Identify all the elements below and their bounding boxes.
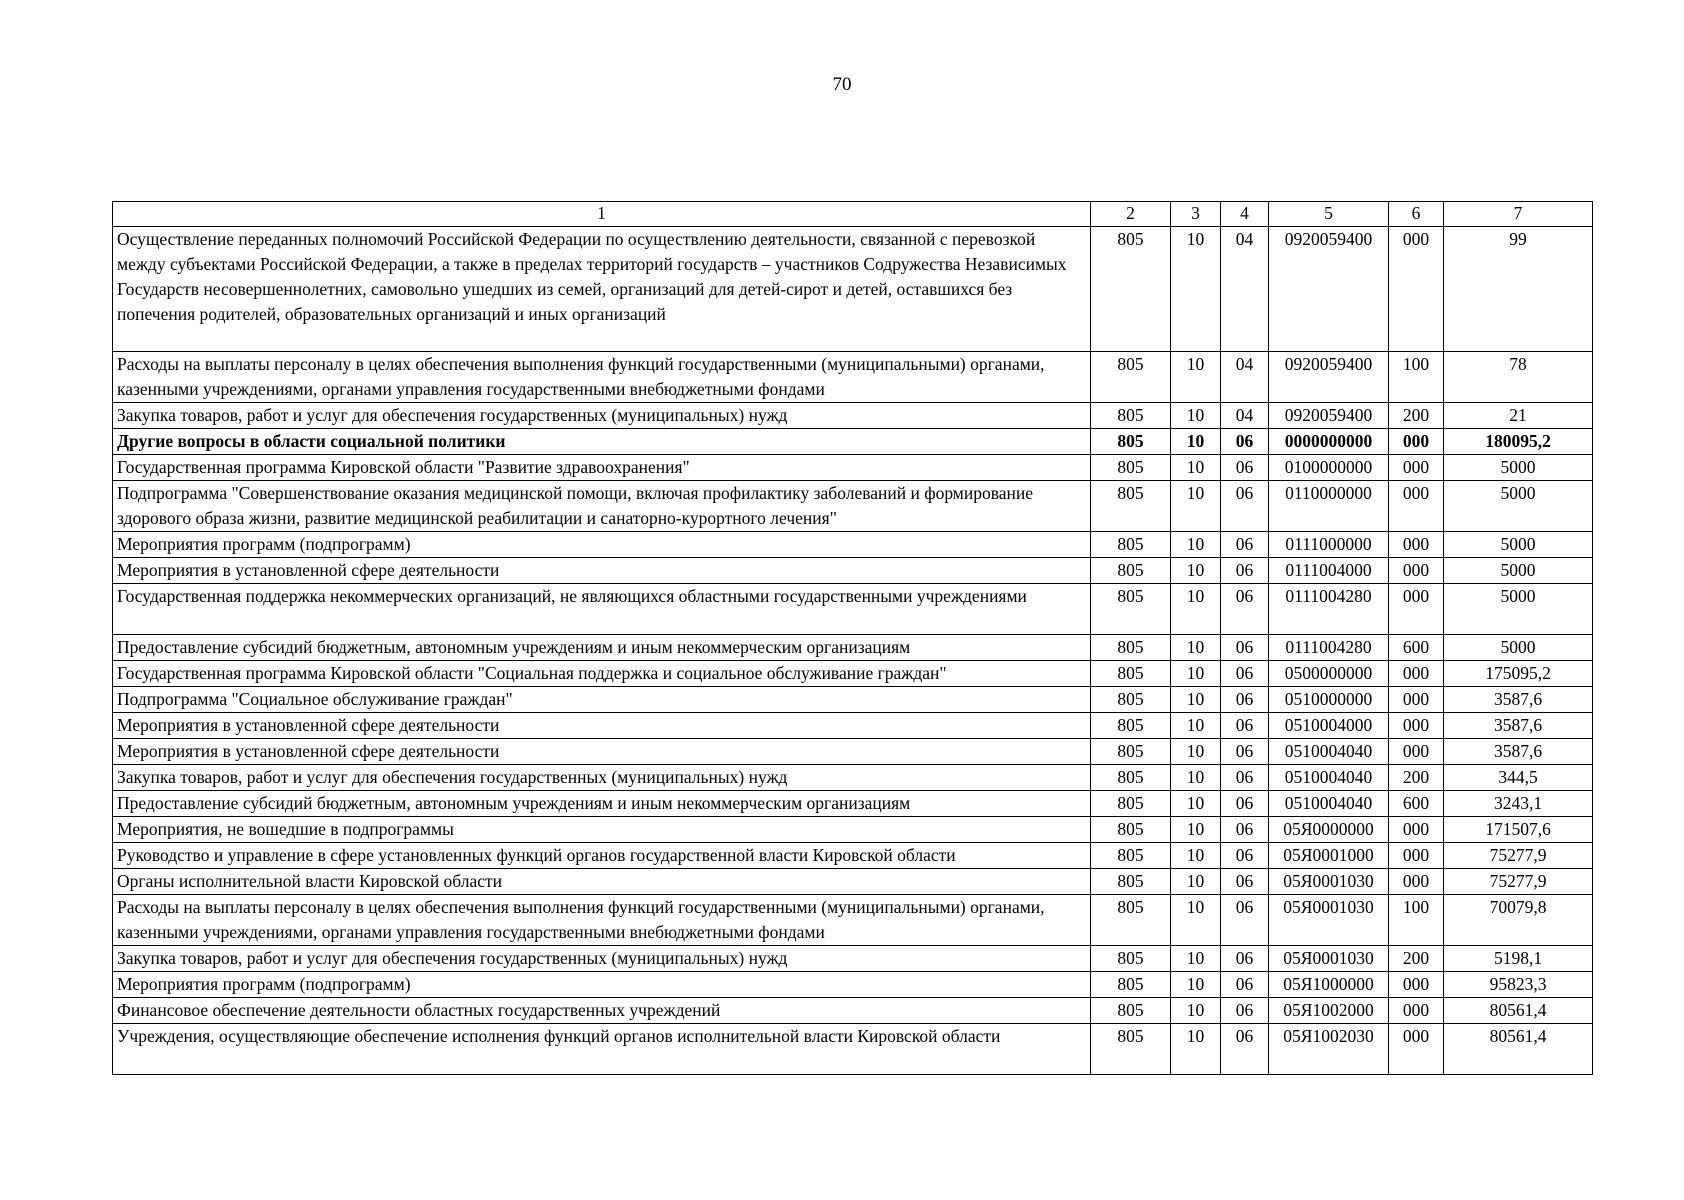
row-c7-cell: 5000 [1444, 481, 1593, 532]
row-name-cell: Мероприятия программ (подпрограмм) [113, 532, 1091, 558]
row-c6-cell: 000 [1389, 998, 1444, 1024]
row-c7-cell: 78 [1444, 352, 1593, 403]
row-name-cell: Финансовое обеспечение деятельности областных государственных учреждений [113, 998, 1091, 1024]
row-c2-cell: 805 [1091, 532, 1171, 558]
row-name-cell: Закупка товаров, работ и услуг для обеспечения государственных (муниципальных) нужд [113, 946, 1091, 972]
table-row [113, 532, 1593, 558]
table-row [113, 739, 1593, 765]
row-c6-cell: 200 [1389, 765, 1444, 791]
table-row [113, 843, 1593, 869]
header-row [113, 202, 1593, 227]
row-c7-cell: 175095,2 [1444, 661, 1593, 687]
row-c4-cell: 06 [1221, 532, 1269, 558]
row-c4-cell: 06 [1221, 661, 1269, 687]
row-c6-cell: 000 [1389, 227, 1444, 352]
table-row [113, 352, 1593, 403]
row-c6-cell: 000 [1389, 532, 1444, 558]
row-name-cell: Другие вопросы в области социальной политики [113, 429, 1091, 455]
table-row [113, 687, 1593, 713]
row-c7-cell: 344,5 [1444, 765, 1593, 791]
row-c6-cell: 200 [1389, 403, 1444, 429]
row-c2-cell: 805 [1091, 558, 1171, 584]
row-c2-cell: 805 [1091, 584, 1171, 635]
row-c6-cell: 000 [1389, 687, 1444, 713]
row-c3-cell: 10 [1171, 481, 1221, 532]
table-row [113, 895, 1593, 946]
row-name-cell: Учреждения, осуществляющие обеспечение исполнения функций органов исполнительной власти Кировской области [113, 1024, 1091, 1075]
row-name-cell: Расходы на выплаты персоналу в целях обеспечения выполнения функций государственными (муниципальными) органами, казенными учреждениями, органами управления государственными внебюджетными фондами [113, 895, 1091, 946]
row-c5-cell: 0110000000 [1269, 481, 1389, 532]
row-c6-cell: 000 [1389, 481, 1444, 532]
row-c6-cell: 000 [1389, 869, 1444, 895]
row-c7-cell: 99 [1444, 227, 1593, 352]
row-c4-cell: 06 [1221, 455, 1269, 481]
table-row [113, 1024, 1593, 1075]
row-c3-cell: 10 [1171, 558, 1221, 584]
row-c3-cell: 10 [1171, 403, 1221, 429]
row-name-cell: Мероприятия в установленной сфере деятельности [113, 558, 1091, 584]
row-c6-cell: 100 [1389, 352, 1444, 403]
row-c2-cell: 805 [1091, 661, 1171, 687]
row-c5-cell: 05Я0001030 [1269, 895, 1389, 946]
row-c5-cell: 05Я0001030 [1269, 946, 1389, 972]
row-c4-cell: 06 [1221, 843, 1269, 869]
row-c4-cell: 04 [1221, 403, 1269, 429]
table-row [113, 584, 1593, 635]
row-c6-cell: 000 [1389, 972, 1444, 998]
page-number: 70 [832, 74, 852, 95]
row-c2-cell: 805 [1091, 739, 1171, 765]
row-c5-cell: 05Я0001000 [1269, 843, 1389, 869]
row-c7-cell: 3587,6 [1444, 713, 1593, 739]
row-c5-cell: 0500000000 [1269, 661, 1389, 687]
table-row [113, 869, 1593, 895]
row-c4-cell: 06 [1221, 713, 1269, 739]
column-header: 1 [113, 202, 1091, 227]
row-c7-cell: 5000 [1444, 532, 1593, 558]
column-header: 7 [1444, 202, 1593, 227]
row-c5-cell: 0920059400 [1269, 227, 1389, 352]
row-c7-cell: 5000 [1444, 584, 1593, 635]
row-c7-cell: 21 [1444, 403, 1593, 429]
table-row [113, 661, 1593, 687]
row-c3-cell: 10 [1171, 661, 1221, 687]
row-c7-cell: 80561,4 [1444, 1024, 1593, 1075]
row-c7-cell: 180095,2 [1444, 429, 1593, 455]
row-name-cell: Государственная программа Кировской области "Социальная поддержка и социальное обслуживание граждан" [113, 661, 1091, 687]
row-c3-cell: 10 [1171, 946, 1221, 972]
row-c5-cell: 0510004040 [1269, 765, 1389, 791]
row-c2-cell: 805 [1091, 946, 1171, 972]
row-c4-cell: 06 [1221, 635, 1269, 661]
row-c5-cell: 0111000000 [1269, 532, 1389, 558]
row-name-cell: Мероприятия программ (подпрограмм) [113, 972, 1091, 998]
row-name-cell: Мероприятия в установленной сфере деятельности [113, 739, 1091, 765]
row-c5-cell: 0111004280 [1269, 584, 1389, 635]
row-c4-cell: 06 [1221, 998, 1269, 1024]
table-row [113, 791, 1593, 817]
row-c6-cell: 000 [1389, 713, 1444, 739]
row-c3-cell: 10 [1171, 765, 1221, 791]
row-c5-cell: 0920059400 [1269, 352, 1389, 403]
row-c7-cell: 171507,6 [1444, 817, 1593, 843]
row-name-cell: Мероприятия в установленной сфере деятельности [113, 713, 1091, 739]
table-row [113, 429, 1593, 455]
row-c2-cell: 805 [1091, 869, 1171, 895]
row-c2-cell: 805 [1091, 895, 1171, 946]
table-row [113, 972, 1593, 998]
row-c5-cell: 0000000000 [1269, 429, 1389, 455]
row-c6-cell: 000 [1389, 455, 1444, 481]
row-c6-cell: 600 [1389, 791, 1444, 817]
column-header: 2 [1091, 202, 1171, 227]
budget-table [112, 201, 1593, 1075]
row-c7-cell: 5000 [1444, 635, 1593, 661]
row-c5-cell: 0100000000 [1269, 455, 1389, 481]
row-c3-cell: 10 [1171, 972, 1221, 998]
row-c4-cell: 06 [1221, 558, 1269, 584]
row-name-cell: Подпрограмма "Совершенствование оказания медицинской помощи, включая профилактику заболеваний и формирование здорового образа жизни, развитие медицинской реабилитации и санаторно-курортного лечения" [113, 481, 1091, 532]
row-name-cell: Осуществление переданных полномочий Российской Федерации по осуществлению деятельности, связанной с перевозкой между субъектами Российской Федерации, а также в пределах территорий государств – участников Содружества Независимых Государств несовершеннолетних, самовольно ушедших из семей, организаций для детей-сирот и детей, оставшихся без попечения родителей, образовательных организаций и иных организаций [113, 227, 1091, 352]
row-c7-cell: 5000 [1444, 455, 1593, 481]
row-name-cell: Органы исполнительной власти Кировской области [113, 869, 1091, 895]
table-row [113, 227, 1593, 352]
row-c4-cell: 06 [1221, 817, 1269, 843]
row-c3-cell: 10 [1171, 739, 1221, 765]
row-c5-cell: 05Я1002000 [1269, 998, 1389, 1024]
row-c3-cell: 10 [1171, 687, 1221, 713]
row-c4-cell: 06 [1221, 584, 1269, 635]
row-c2-cell: 805 [1091, 227, 1171, 352]
column-header: 3 [1171, 202, 1221, 227]
row-c6-cell: 000 [1389, 843, 1444, 869]
row-c7-cell: 3587,6 [1444, 687, 1593, 713]
table-row [113, 481, 1593, 532]
row-c4-cell: 06 [1221, 1024, 1269, 1075]
row-name-cell: Государственная поддержка некоммерческих организаций, не являющихся областными государственными учреждениями [113, 584, 1091, 635]
table-row [113, 558, 1593, 584]
row-c5-cell: 05Я0001030 [1269, 869, 1389, 895]
table-row [113, 635, 1593, 661]
row-c3-cell: 10 [1171, 429, 1221, 455]
row-c6-cell: 200 [1389, 946, 1444, 972]
row-c5-cell: 05Я1002030 [1269, 1024, 1389, 1075]
row-c4-cell: 06 [1221, 946, 1269, 972]
row-c7-cell: 5000 [1444, 558, 1593, 584]
row-c6-cell: 600 [1389, 635, 1444, 661]
row-c5-cell: 0510004040 [1269, 791, 1389, 817]
row-name-cell: Государственная программа Кировской области "Развитие здравоохранения" [113, 455, 1091, 481]
row-c2-cell: 805 [1091, 429, 1171, 455]
row-c5-cell: 0510004040 [1269, 739, 1389, 765]
row-c6-cell: 000 [1389, 558, 1444, 584]
row-c2-cell: 805 [1091, 455, 1171, 481]
row-c4-cell: 06 [1221, 869, 1269, 895]
row-c5-cell: 0111004000 [1269, 558, 1389, 584]
row-c3-cell: 10 [1171, 843, 1221, 869]
row-c2-cell: 805 [1091, 972, 1171, 998]
row-c5-cell: 0510000000 [1269, 687, 1389, 713]
row-c7-cell: 80561,4 [1444, 998, 1593, 1024]
table-row [113, 713, 1593, 739]
row-c3-cell: 10 [1171, 1024, 1221, 1075]
row-c3-cell: 10 [1171, 455, 1221, 481]
row-c6-cell: 000 [1389, 817, 1444, 843]
row-c6-cell: 000 [1389, 1024, 1444, 1075]
row-c7-cell: 75277,9 [1444, 869, 1593, 895]
table-row [113, 946, 1593, 972]
row-c4-cell: 06 [1221, 972, 1269, 998]
row-c2-cell: 805 [1091, 481, 1171, 532]
row-c3-cell: 10 [1171, 869, 1221, 895]
row-c3-cell: 10 [1171, 817, 1221, 843]
row-c4-cell: 06 [1221, 687, 1269, 713]
row-c2-cell: 805 [1091, 687, 1171, 713]
row-name-cell: Подпрограмма "Социальное обслуживание граждан" [113, 687, 1091, 713]
row-c7-cell: 70079,8 [1444, 895, 1593, 946]
table-row [113, 817, 1593, 843]
row-c4-cell: 06 [1221, 765, 1269, 791]
row-c2-cell: 805 [1091, 998, 1171, 1024]
row-c7-cell: 3243,1 [1444, 791, 1593, 817]
column-header: 5 [1269, 202, 1389, 227]
row-c6-cell: 100 [1389, 895, 1444, 946]
row-name-cell: Руководство и управление в сфере установленных функций органов государственной власти Кировской области [113, 843, 1091, 869]
row-name-cell: Предоставление субсидий бюджетным, автономным учреждениям и иным некоммерческим организациям [113, 635, 1091, 661]
row-c2-cell: 805 [1091, 635, 1171, 661]
row-c2-cell: 805 [1091, 713, 1171, 739]
row-c5-cell: 05Я0000000 [1269, 817, 1389, 843]
row-c6-cell: 000 [1389, 739, 1444, 765]
row-c4-cell: 06 [1221, 791, 1269, 817]
row-c7-cell: 3587,6 [1444, 739, 1593, 765]
table-row [113, 765, 1593, 791]
row-c5-cell: 0510004000 [1269, 713, 1389, 739]
row-c4-cell: 04 [1221, 227, 1269, 352]
row-c6-cell: 000 [1389, 661, 1444, 687]
row-c3-cell: 10 [1171, 532, 1221, 558]
row-c7-cell: 5198,1 [1444, 946, 1593, 972]
row-c4-cell: 06 [1221, 481, 1269, 532]
row-c3-cell: 10 [1171, 635, 1221, 661]
row-c3-cell: 10 [1171, 713, 1221, 739]
row-name-cell: Расходы на выплаты персоналу в целях обеспечения выполнения функций государственными (муниципальными) органами, казенными учреждениями, органами управления государственными внебюджетными фондами [113, 352, 1091, 403]
row-c2-cell: 805 [1091, 791, 1171, 817]
row-c6-cell: 000 [1389, 429, 1444, 455]
row-c2-cell: 805 [1091, 817, 1171, 843]
row-c4-cell: 06 [1221, 739, 1269, 765]
row-c4-cell: 06 [1221, 429, 1269, 455]
row-c5-cell: 0111004280 [1269, 635, 1389, 661]
table-row [113, 403, 1593, 429]
row-c3-cell: 10 [1171, 352, 1221, 403]
row-c2-cell: 805 [1091, 843, 1171, 869]
row-c2-cell: 805 [1091, 765, 1171, 791]
row-name-cell: Закупка товаров, работ и услуг для обеспечения государственных (муниципальных) нужд [113, 403, 1091, 429]
row-name-cell: Предоставление субсидий бюджетным, автономным учреждениям и иным некоммерческим организациям [113, 791, 1091, 817]
row-c3-cell: 10 [1171, 998, 1221, 1024]
table-row [113, 998, 1593, 1024]
column-header: 6 [1389, 202, 1444, 227]
row-c2-cell: 805 [1091, 352, 1171, 403]
row-c7-cell: 95823,3 [1444, 972, 1593, 998]
row-c3-cell: 10 [1171, 227, 1221, 352]
row-c2-cell: 805 [1091, 1024, 1171, 1075]
row-c5-cell: 05Я1000000 [1269, 972, 1389, 998]
row-c3-cell: 10 [1171, 584, 1221, 635]
row-c7-cell: 75277,9 [1444, 843, 1593, 869]
row-c4-cell: 06 [1221, 895, 1269, 946]
table-row [113, 455, 1593, 481]
row-name-cell: Мероприятия, не вошедшие в подпрограммы [113, 817, 1091, 843]
row-c6-cell: 000 [1389, 584, 1444, 635]
row-c4-cell: 04 [1221, 352, 1269, 403]
row-name-cell: Закупка товаров, работ и услуг для обеспечения государственных (муниципальных) нужд [113, 765, 1091, 791]
row-c3-cell: 10 [1171, 791, 1221, 817]
row-c5-cell: 0920059400 [1269, 403, 1389, 429]
row-c2-cell: 805 [1091, 403, 1171, 429]
column-header: 4 [1221, 202, 1269, 227]
row-c3-cell: 10 [1171, 895, 1221, 946]
